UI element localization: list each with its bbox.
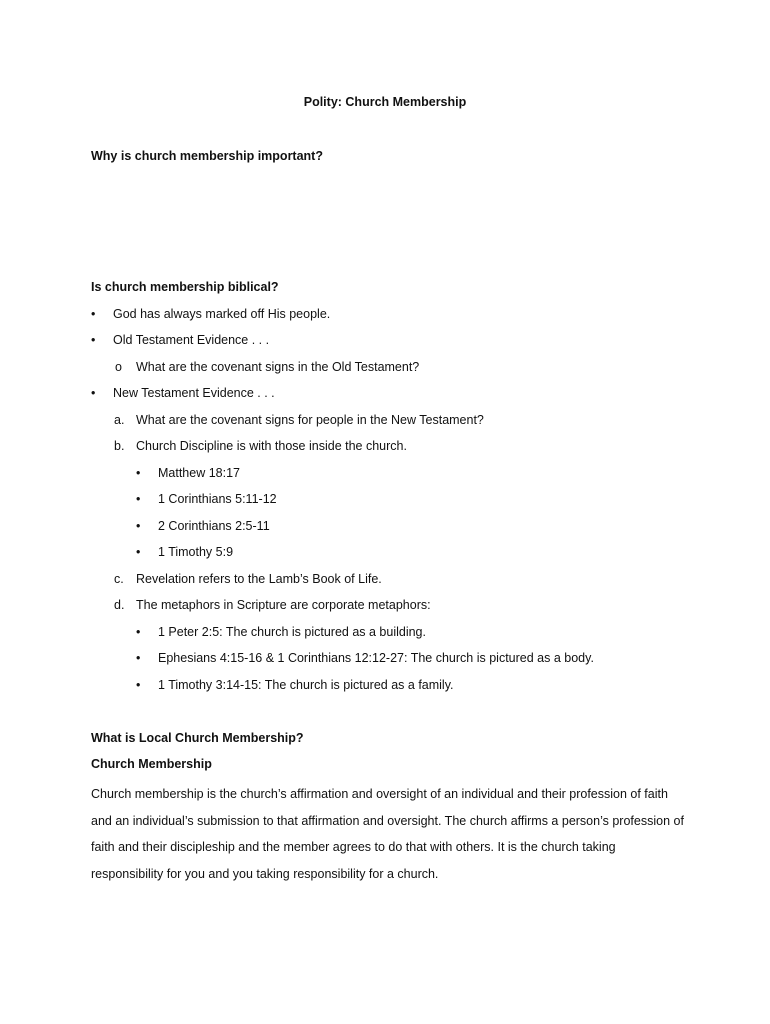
list-item-god-marked: God has always marked off His people. [113,307,331,321]
scripture-ref: 2 Corinthians 2:5-11 [158,519,270,533]
list-item-nt-a: What are the covenant signs for people in the New Testament? [136,413,484,427]
list-item-nt-evidence: New Testament Evidence . . . [113,386,275,400]
bullet-marker: • [136,625,141,639]
question-local-membership: What is Local Church Membership? [91,731,304,745]
definition-paragraph: Church membership is the church’s affirmation and oversight of an individual and their profession of faith and an individual’s submission to that affirmation and oversight. The church affirms a person’s profession of faith and their discipleship and the member agrees to do that with others. It is the church taking responsibility for you and you taking responsibility for a church. [91,787,684,881]
metaphor-item: Ephesians 4:15-16 & 1 Corinthians 12:12-27: The church is pictured as a body. [158,651,594,665]
list-item-ot-signs: What are the covenant signs in the Old Testament? [136,360,420,374]
letter-marker-a: a. [114,413,125,427]
bullet-marker: • [136,678,141,692]
question-biblical: Is church membership biblical? [91,280,279,294]
list-item-nt-c: Revelation refers to the Lamb’s Book of Life. [136,572,382,586]
list-item-nt-b: Church Discipline is with those inside the church. [136,439,407,453]
bullet-marker: • [91,333,96,347]
scripture-ref: 1 Corinthians 5:11-12 [158,492,277,506]
scripture-ref: Matthew 18:17 [158,466,240,480]
circle-marker: o [115,360,122,374]
letter-marker-c: c. [114,572,124,586]
bullet-marker: • [91,307,96,321]
bullet-marker: • [136,651,141,665]
bullet-marker: • [91,386,96,400]
bullet-marker: • [136,519,141,533]
bullet-marker: • [136,545,141,559]
bullet-marker: • [136,466,141,480]
page-title: Polity: Church Membership [303,95,467,109]
bullet-marker: • [136,492,141,506]
letter-marker-b: b. [114,439,125,453]
question-importance: Why is church membership important? [91,149,323,163]
list-item-nt-d: The metaphors in Scripture are corporate metaphors: [136,598,431,612]
subheading-church-membership: Church Membership [91,757,212,771]
metaphor-item: 1 Peter 2:5: The church is pictured as a building. [158,625,426,639]
scripture-ref: 1 Timothy 5:9 [158,545,234,559]
letter-marker-d: d. [114,598,125,612]
metaphor-item: 1 Timothy 3:14-15: The church is pictured as a family. [158,678,454,692]
list-item-ot-evidence: Old Testament Evidence . . . [113,333,270,347]
